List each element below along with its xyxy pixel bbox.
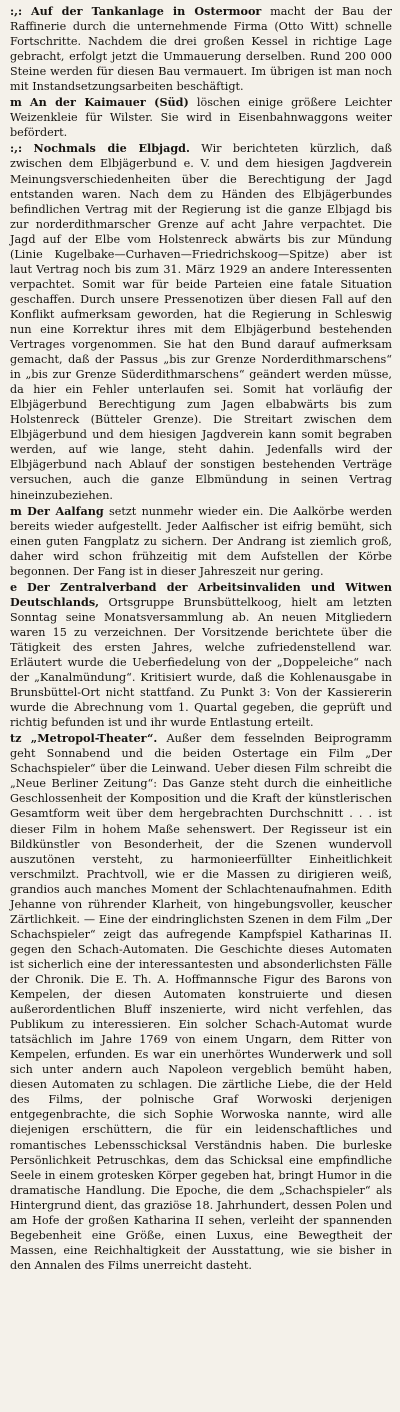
article-kaimauer (10, 95, 392, 140)
article-marker: e (10, 579, 18, 594)
article-marker: tz (10, 731, 22, 746)
article-headline: „Metropol-Theater“. (30, 731, 158, 746)
article-elbjagd (10, 141, 392, 502)
article-marker: :,: (10, 4, 23, 18)
article-headline: Der Aalfang (27, 503, 104, 518)
article-body: Außer dem fesselnden Beiprogramm geht Sonnabend und die beiden Ostertage ein Film „Der Schachspieler“ über die Leinwand. Ueber diesen Film schreibt die „Neue Berliner Zeitung“: Das Ganze steht durch die einheitliche Geschlossenheit der Komposition und die Kraft der künstlerischen Gesamtform weit über dem hergebrachten Durchschnitt . . . ist dieser Film in hohem Maße sehenswert. Der Regisseur ist ein Bildkünstler von Besonderheit, der die Szenen wundervoll auszutönen versteht, zu harmonieerfüllter Einheitlichkeit verschmilzt. Prachtvoll, wie er die Massen zu dirigieren weiß, grandios auch manches Moment der Schlachtenaufnahmen. Edith Jehanne von rührender Klarheit, von hingebungsvoller, keuscher Zärtlichkeit. — Eine der eindringlichsten Szenen in dem Film „Der Schachspieler“ zeigt das aufregende Kampfspiel Katharinas II. gegen den Schach-Automaten. Die Geschichte dieses Automaten ist sicherlich eine der interessantesten und absonderlichsten Fälle der Chronik. Die E. Th. A. Hoffmannsche Figur des Barons von Kempelen, der diesen Automaten konstruierte und diesen außerordentlichen Bluff inszenierte, wird nicht verfehlen, das Publikum zu interessieren. Ein solcher Schach-Automat wurde tatsächlich im Jahre 1769 von einem Ungarn, dem Ritter von Kempelen, erfunden. Es war ein unerhörtes Wunderwerk und soll sich unter andern auch Napoleon vergeblich bemüht haben, diesen Automaten zu schlagen. Die zärtliche Liebe, die der Held des Films, der polnische Graf Worwoski derjenigen entgegenbrachte, die sich Sophie Worwoska nannte, wird alle diejenigen erschüttern, die für ein leidenschaftliches und romantisches Lebensschicksal Verständnis haben. Die burleske Persönlichkeit Petruschkas, dem das Schicksal eine empfindliche Seele in einem grotesken Körper gegeben hat, bringt Humor in die dramatische Handlung. Die Epoche, die dem „Schachspieler“ als Hintergrund dient, das graziöse 18. Jahrhundert, dessen Polen und am Hofe der großen Katharina II sehen, verleiht der spannenden Begebenheit eine Größe, einen Luxus, eine Bewegtheit der Massen, eine Reichhaltigkeit der Ausstattung, wie sie bisher in den Annalen des Films unerreicht dasteht. (10, 732, 393, 1272)
article-body: Wir berichteten kürzlich, daß zwischen dem Elbjägerbund e. V. und dem hiesigen Jagdverein Meinungsverschiedenheiten über die Berechtigung der Jagd entstanden waren. Nach dem zu Händen des Elbjägerbundes befindlichen Vertrag mit der Regierung ist die ganze Elbjagd bis zur norderdithmarscher Grenze auf acht Jahre verpachtet. Die Jagd auf der Elbe vom Holstenreck abwärts bis zur Mündung (Linie Kugelbake—Curhaven—Friedrichskoog—Spitze) aber ist laut Vertrag noch bis zum 31. März 1929 an andere Interessenten verpachtet. Somit war für beide Parteien eine fatale Situation geschaffen. Durch unsere Pressenotizen über diesen Fall auf den Konflikt aufmerksam geworden, hat die Regierung in Schleswig nun eine Korrektur ihres mit dem Elbjägerbund bestehenden Vertrages vorgenommen. Sie hat den Bund darauf aufmerksam gemacht, daß der Passus „bis zur Grenze Norderdithmarschens“ in „bis zur Grenze Süderdithmarschens“ geändert werden müsse, da hier ein Fehler unterlaufen sei. Somit hat vorläufig der Elbjägerbund Berechtigung zum Jagen elbabwärts bis zum Holstenreck (Bütteler Grenze). Die Streitart zwischen dem Elbjägerbund und dem hiesigen Jagdverein kann somit begraben werden, auf wie lange, steht dahin. Jedenfalls wird der Elbjägerbund nach Ablauf der sonstigen bestehenden Verträge versuchen, auch die ganze Elbmündung in seinen Vertrag hineinzubeziehen. (10, 142, 392, 502)
article-body: Ortsgruppe Brunsbüttelkoog, hielt am letzten Sonntag seine Monatsversammlung ab. An neuen Mitgliedern waren 15 zu verzeichnen. Der Vorsitzende berichtete über die Tätigkeit des ersten Jahres, welche zufriedenstellend war. Erläutert wurde die Ueberfiedelung von der „Doppeleiche“ nach der „Kanalmündung“. Kritisiert wurde, daß die Kohlenausgabe in Brunsbüttel-Ort nicht stattfand. Zu Punkt 3: Von der Kassiererin wurde die Abrechnung vom 1. Quartal gegeben, die geprüft und richtig befunden ist und ihr wurde Entlastung erteilt. (10, 595, 392, 730)
article-body: setzt nunmehr wieder ein. Die Aalkörbe werden bereits wieder aufgestellt. Jeder Aalfischer ist eifrig bemüht, sich einen guten Fangplatz zu sichern. Der Andrang ist ziemlich groß, daher wird schon frühzeitig mit dem Aufstellen der Körbe begonnen. Der Fang ist in dieser Jahreszeit nur gering. (10, 504, 393, 578)
article-headline: An der Kaimauer (Süd) (29, 95, 189, 110)
article-marker: :,: (10, 141, 23, 156)
article-headline: Auf der Tankanlage in Ostermoor (30, 4, 262, 18)
article-marker: m (10, 503, 22, 518)
article-body: löschen einige größere Leichter Weizenkleie für Wilster. Sie wird in Eisenbahnwaggons weiter befördert. (10, 96, 393, 140)
article-headline: Nochmals die Elbjagd. (33, 141, 190, 156)
newspaper-column (10, 4, 392, 1273)
article-zentralverband (10, 580, 392, 730)
article-metropol-theater (10, 731, 392, 1273)
article-marker: m (10, 95, 22, 110)
article-aalfang (10, 504, 392, 579)
article-tankanlage (10, 4, 392, 94)
article-body: macht der Bau der Raffinerie durch die unternehmende Firma (Otto Witt) schnelle Fortschritte. Nachdem die drei großen Kessel in richtige Lage gebracht, erfolgt jetzt die Ummauerung derselben. Rund 200 000 Steine werden für diesen Bau vermauert. Im übrigen ist man noch mit Instandsetzungsarbeiten beschäftigt. (10, 5, 393, 94)
article-headline: Der Zentralverband der Arbeitsinvaliden und Witwen Deutschlands, (10, 579, 392, 609)
